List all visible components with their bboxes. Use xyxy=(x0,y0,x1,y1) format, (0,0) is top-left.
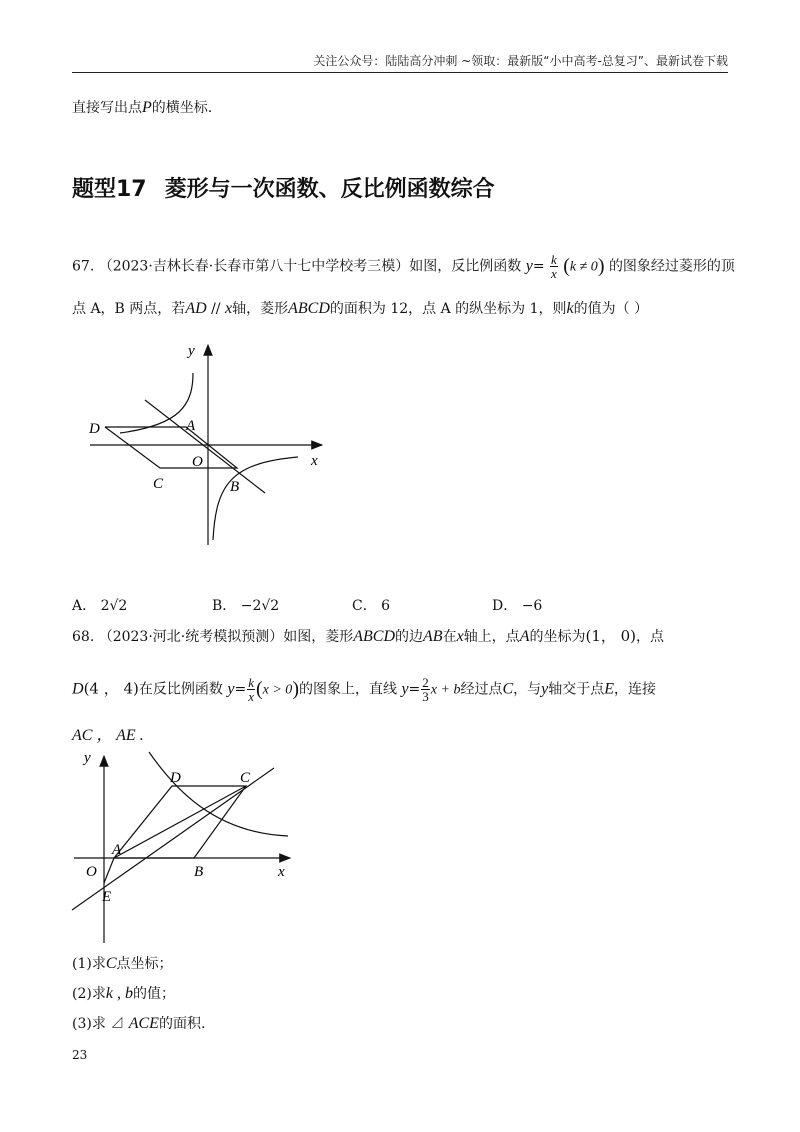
q67-rhombus xyxy=(105,427,237,468)
q67-option-a[interactable]: A． 2√2 xyxy=(72,598,128,614)
q67-option-b[interactable]: B． −2√2 xyxy=(212,598,280,614)
q67-label-a: A xyxy=(186,418,196,434)
q68-label-c: C xyxy=(240,770,251,786)
q68-label-d: D xyxy=(170,770,181,786)
q68-part-3: (3)求 ⊿ ACE的面积. xyxy=(72,1015,206,1032)
q67-label-d: D xyxy=(89,421,100,437)
q68-segment-ae xyxy=(104,858,114,883)
q67-label-b: B xyxy=(230,479,240,495)
q67-figure xyxy=(80,335,340,555)
q67-fraction: $\frac{k}{x}$ xyxy=(551,252,557,281)
q68-part-2: (2)求k , b的值； xyxy=(72,985,175,1002)
section-title: 题型17 菱形与一次函数、反比例函数综合 xyxy=(72,177,495,202)
q68-figure xyxy=(64,748,304,948)
q68-line1: 68. （2023·河北·统考模拟预测）如图，菱形ABCD的边AB在x轴上，点A的坐标为(1， 0)，点 xyxy=(72,627,665,645)
q68-label-e: E xyxy=(102,889,112,905)
page-number: 23 xyxy=(72,1048,88,1062)
q68-label-a: A xyxy=(112,842,122,858)
header-rule xyxy=(72,72,728,73)
q67-label-x: x xyxy=(311,453,318,469)
q67-hyperbola-left xyxy=(120,373,193,433)
q67-line2: 点 A，B 两点，若AD // x轴，菱形ABCD的面积为 12，点 A 的纵坐标为 1，则k的值为（ ） xyxy=(72,300,649,317)
q67-label-y: y xyxy=(188,343,195,359)
q68-label-o: O xyxy=(86,864,97,880)
q68-line-fraction: $\frac{2}{3}$ xyxy=(422,675,429,704)
q67-label-c: C xyxy=(153,476,164,492)
q68-label-b: B xyxy=(194,864,204,880)
q68-part-1: (1)求C点坐标； xyxy=(72,955,173,972)
page-header: 关注公众号：陆陆高分冲刺 ~领取：最新版“小中高考-总复习”、最新试卷下载 xyxy=(313,54,728,68)
q67-option-c[interactable]: C． 6 xyxy=(352,598,391,614)
q68-line3: AC ， AE . xyxy=(72,727,144,744)
q67-label-o: O xyxy=(192,454,203,470)
prev-question-tail: 直接写出点P的横坐标. xyxy=(72,99,213,116)
q67-hyperbola-right xyxy=(213,457,298,540)
q67-line1: 67. （2023·吉林长春·长春市第八十七中学校考三模）如图，反比例函数 y= $\frac{k}{x}$ (k ≠ 0) 的图象经过菱形的顶 xyxy=(72,252,735,281)
q68-label-y: y xyxy=(84,750,91,766)
q68-line2: D(4 ， 4)在反比例函数 y= $\frac{k}{x}$ (x > 0)的图象上，直线 y= $\frac{2}{3}$ x + b经过点C，与y轴交于点E，连接 xyxy=(72,675,657,704)
q68-label-x: x xyxy=(278,864,285,880)
q67-option-d[interactable]: D． −6 xyxy=(492,598,543,614)
q68-fn-fraction: $\frac{k}{x}$ xyxy=(248,675,254,704)
